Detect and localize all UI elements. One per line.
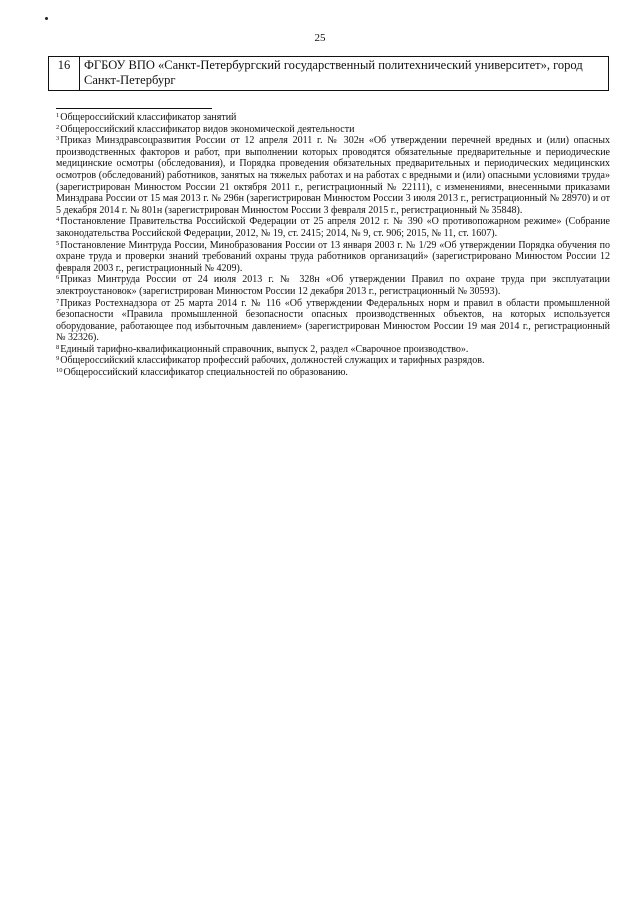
footnote-text: Приказ Минтруда России от 24 июля 2013 г. № 328н «Об утверждении Правил по охране труда при эксплуатации электроустановок» (зарегистрирован Минюстом России 12 декабря 2013 г., регистрационный № 30593).: [56, 274, 610, 297]
footnote-item: [56, 124, 610, 136]
footnote-marker: 10: [56, 367, 63, 375]
table-row: [49, 57, 609, 91]
footnote-marker: 3: [56, 135, 60, 143]
footnote-text: Единый тарифно-квалификационный справочник, выпуск 2, раздел «Сварочное производство».: [60, 343, 469, 355]
footnote-separator: [56, 108, 212, 109]
footnote-item: [56, 112, 610, 124]
footnote-item: [56, 298, 610, 344]
row-number: 16: [49, 57, 80, 91]
footnote-text: Общероссийский классификатор специальностей по образованию.: [63, 367, 348, 379]
page-number: 25: [314, 32, 326, 44]
footnote-marker: 5: [56, 239, 60, 247]
organization-table: [48, 56, 609, 91]
footnote-marker: 8: [56, 343, 60, 351]
footnote-marker: 1: [56, 112, 60, 119]
footnote-marker: 9: [56, 355, 60, 363]
footnote-text: Общероссийский классификатор профессий рабочих, должностей служащих и тарифных разрядов.: [60, 355, 485, 367]
footnote-item: [56, 274, 610, 297]
footnote-item: [56, 355, 610, 367]
scan-speck: [45, 17, 48, 20]
footnote-marker: 6: [56, 274, 60, 282]
footnote-text: Приказ Ростехнадзора от 25 марта 2014 г. № 116 «Об утверждении Федеральных норм и правил в области промышленной безопасности «Правила промышленной безопасности опасных производственных объектов, на которых используется оборудование, работающее под избыточным давлением» (зарегистрирован Минюстом России 19 мая 2014 г., регистрационный № 32326).: [56, 297, 610, 344]
footnote-item: [56, 135, 610, 216]
footnote-text: Приказ Минздравсоцразвития России от 12 апреля 2011 г. № 302н «Об утверждении перечней вредных и (или) опасных производственных факторов и работ, при выполнении которых проводятся обязательные предварительные и периодические медицинские осмотры (обследования), и Порядка проведения обязательных предварительных и периодических медицинских осмотров (обследований) работников, занятых на тяжелых работах и на работах с вредными и (или) опасными условиями труда» (зарегистрирован Минюстом России 21 октября 2011 г., регистрационный № 22111), с изменениями, внесенными приказами Минздрава России от 15 мая 2013 г. № 296н (зарегистрирован Минюстом России 3 июля 2013 г., регистрационный № 28970) и от 5 декабря 2014 г. № 801н (зарегистрирован Минюстом России 3 февраля 2015 г., регистрационный № 35848).: [56, 135, 610, 216]
footnote-text: Общероссийский классификатор видов экономической деятельности: [60, 123, 355, 135]
footnote-marker: 7: [56, 297, 60, 305]
footnotes: [56, 112, 610, 379]
footnote-text: Постановление Минтруда России, Минобразования России от 13 января 2003 г. № 1/29 «Об утверждении Порядка обучения по охране труда и проверки знаний требований охраны труда работников организаций» (зарегистрировано Минюстом России 12 февраля 2003 г., регистрационный № 4209).: [56, 239, 610, 274]
footnote-item: [56, 240, 610, 275]
footnote-item: [56, 367, 610, 379]
footnote-marker: 4: [56, 216, 60, 224]
footnote-marker: 2: [56, 123, 60, 131]
organization-name: ФГБОУ ВПО «Санкт-Петербургский государственный политехнический университет», город Санкт-Петербург: [80, 57, 609, 91]
footnote-text: Общероссийский классификатор занятий: [60, 112, 237, 123]
footnote-item: [56, 216, 610, 239]
footnote-text: Постановление Правительства Российской Федерации от 25 апреля 2012 г. № 390 «О противопожарном режиме» (Собрание законодательства Российской Федерации, 2012, № 19, ст. 2415; 2014, № 9, ст. 906; 2015, № 11, ст. 1607).: [56, 216, 610, 239]
footnote-item: [56, 344, 610, 356]
